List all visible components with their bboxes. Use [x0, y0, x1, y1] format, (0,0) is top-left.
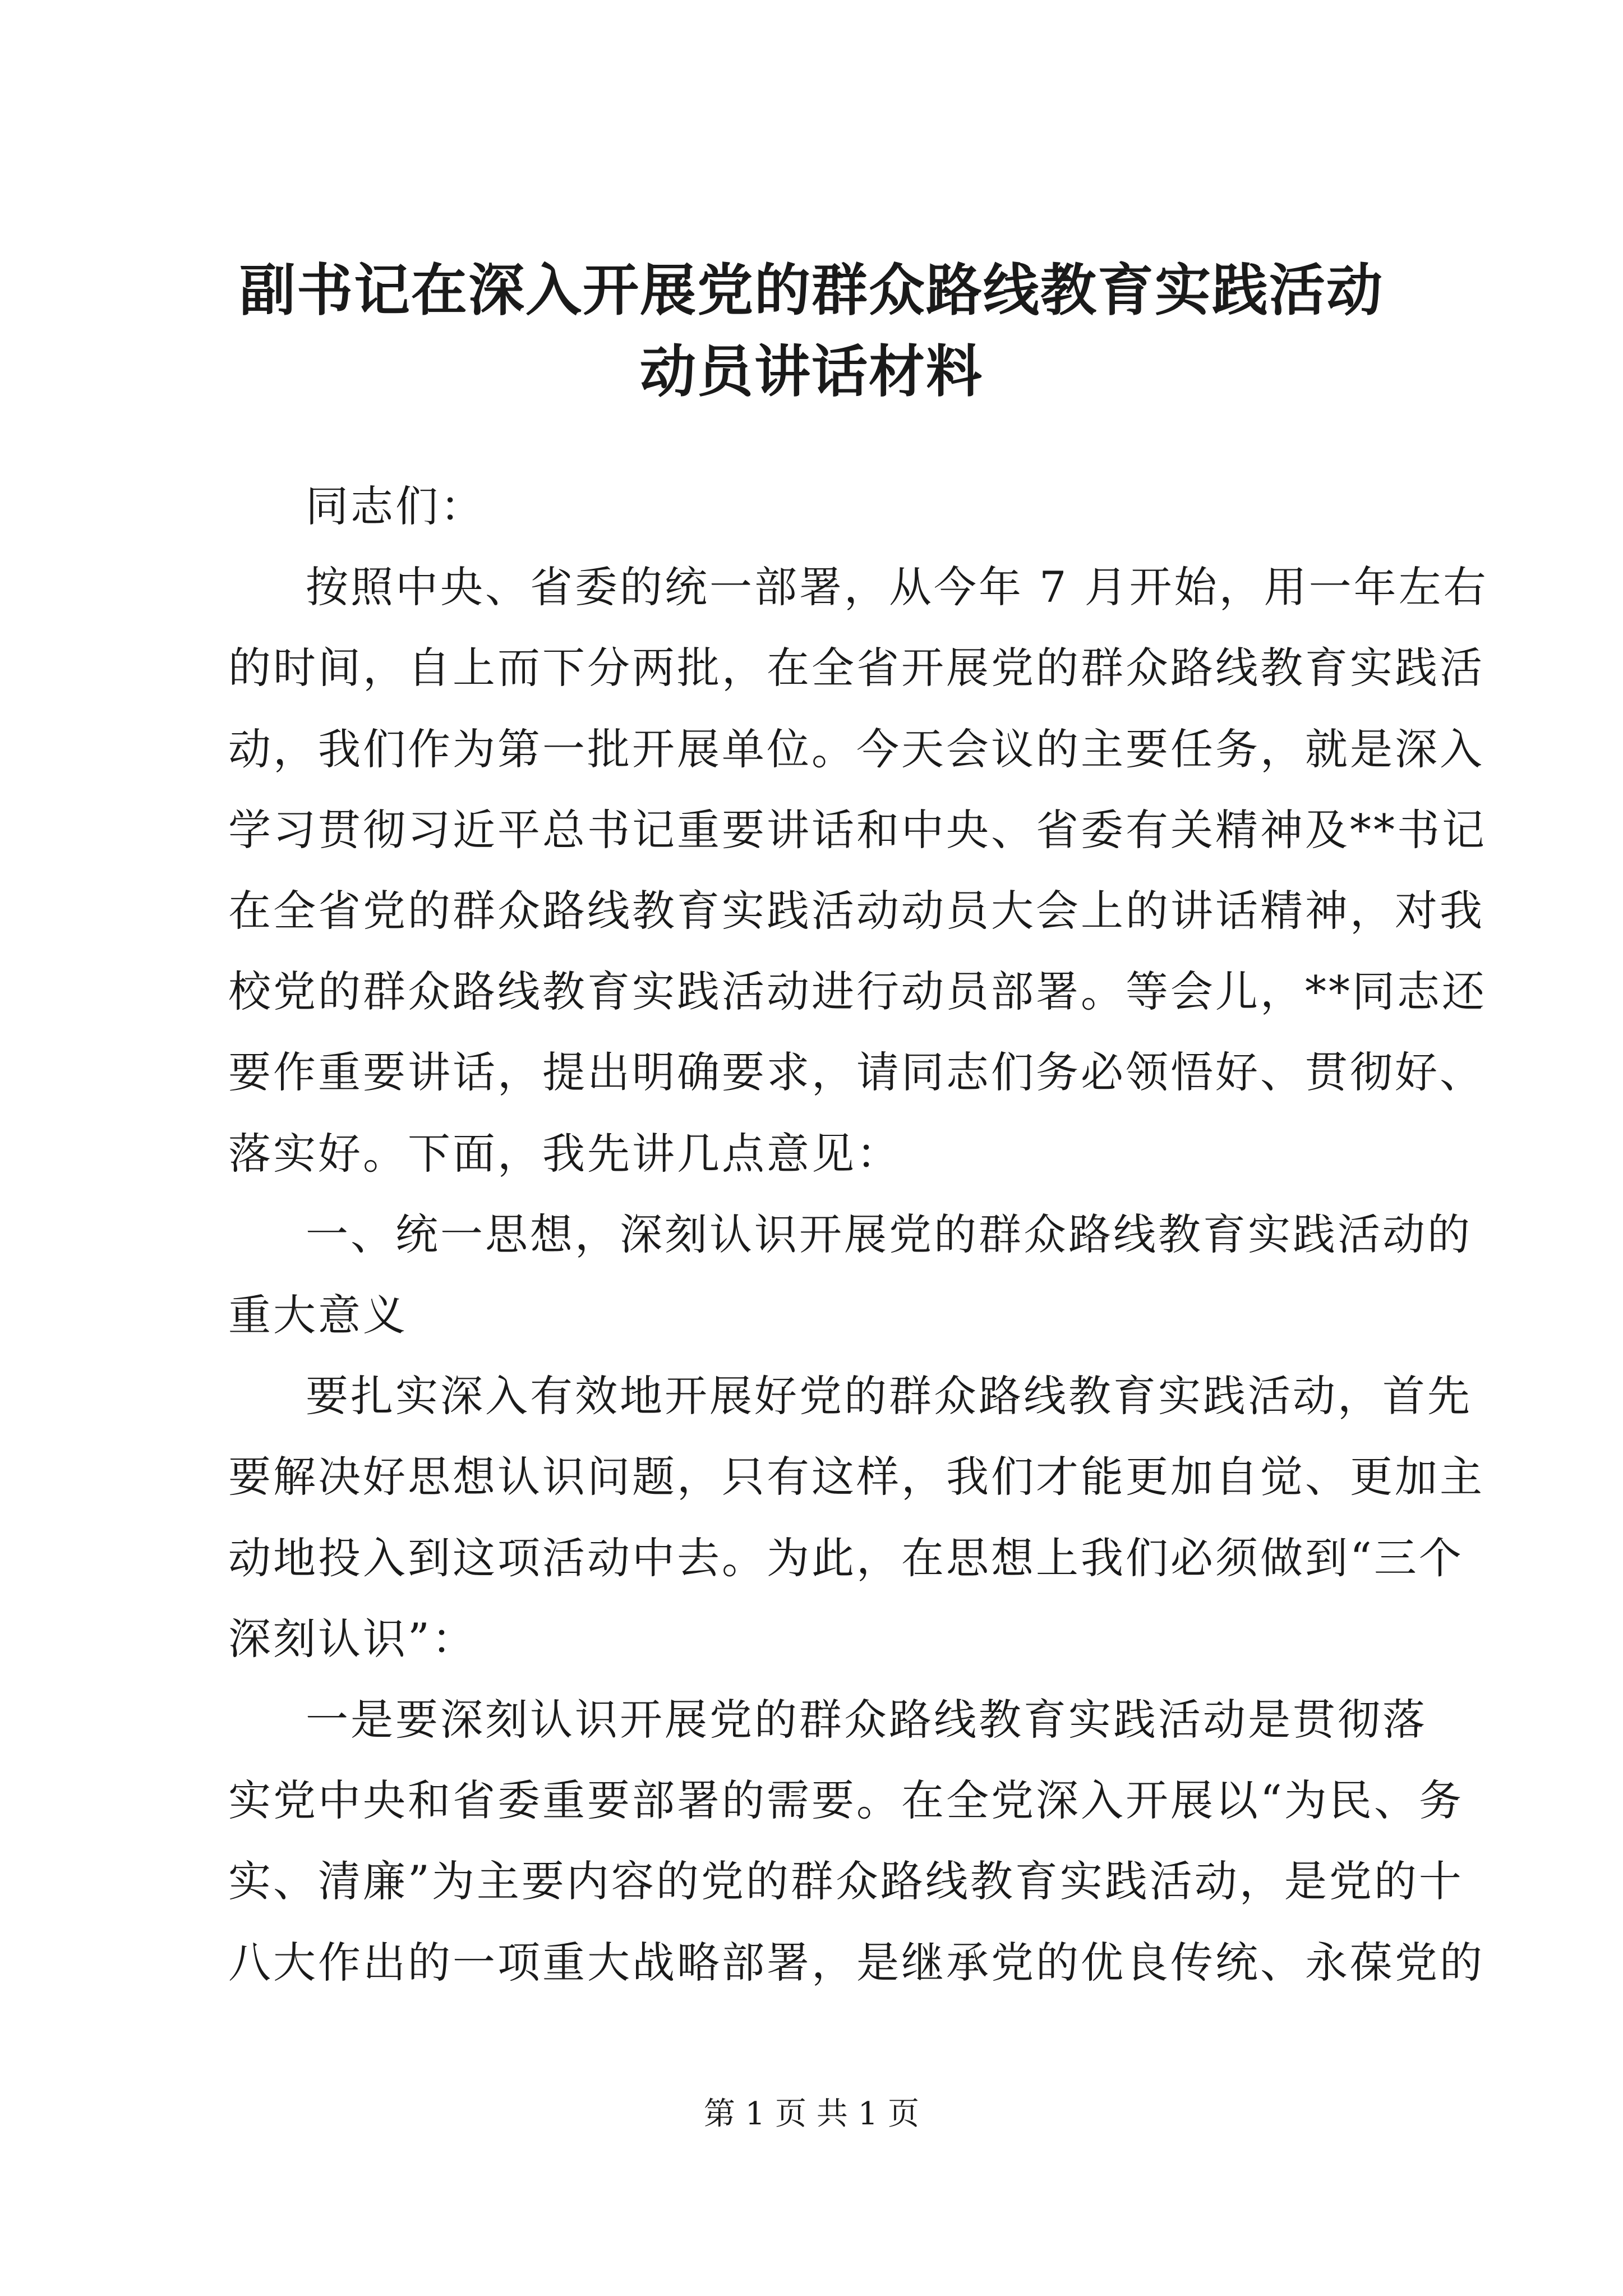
paragraph-line: 在全省党的群众路线教育实践活动动员大会上的讲话精神，对我 — [228, 886, 1484, 936]
paragraph-line: 动地投入到这项活动中去。为此，在思想上我们必须做到“三个 — [228, 1533, 1464, 1583]
document-title-line-1: 副书记在深入开展党的群众路线教育实践活动 — [239, 257, 1384, 323]
section-heading: 一、统一思想，深刻认识开展党的群众路线教育实践活动的 — [306, 1209, 1472, 1259]
document-title-line-2: 动员讲话材料 — [640, 338, 983, 404]
paragraph-line: 深刻认识”： — [228, 1614, 477, 1664]
section-heading: 重大意义 — [228, 1290, 408, 1340]
page-number-footer: 第 1 页 共 1 页 — [703, 2096, 920, 2132]
paragraph-line: 要作重要讲话，提出明确要求，请同志们务必领悟好、贯彻好、 — [228, 1047, 1484, 1097]
paragraph-line: 按照中央、省委的统一部署，从今年 7 月开始，用一年左右 — [306, 562, 1488, 612]
salutation: 同志们： — [306, 481, 485, 531]
paragraph-line: 一是要深刻认识开展党的群众路线教育实践活动是贯彻落 — [306, 1695, 1427, 1745]
paragraph-line: 学习贯彻习近平总书记重要讲话和中央、省委有关精神及**书记 — [228, 805, 1487, 855]
paragraph-line: 八大作出的一项重大战略部署，是继承党的优良传统、永葆党的 — [228, 1938, 1484, 1987]
paragraph-line: 的时间，自上而下分两批，在全省开展党的群众路线教育实践活 — [228, 643, 1484, 693]
paragraph-line: 落实好。下面，我先讲几点意见： — [228, 1129, 901, 1179]
paragraph-line: 实党中央和省委重要部署的需要。在全党深入开展以“为民、务 — [228, 1775, 1464, 1825]
paragraph-line: 要解决好思想认识问题，只有这样，我们才能更加自觉、更加主 — [228, 1452, 1484, 1502]
paragraph-line: 动，我们作为第一批开展单位。今天会议的主要任务，就是深入 — [228, 724, 1484, 774]
paragraph-line: 实、清廉”为主要内容的党的群众路线教育实践活动，是党的十 — [228, 1856, 1464, 1906]
paragraph-line: 校党的群众路线教育实践活动进行动员部署。等会儿，**同志还 — [228, 967, 1487, 1016]
paragraph-line: 要扎实深入有效地开展好党的群众路线教育实践活动，首先 — [306, 1371, 1472, 1421]
